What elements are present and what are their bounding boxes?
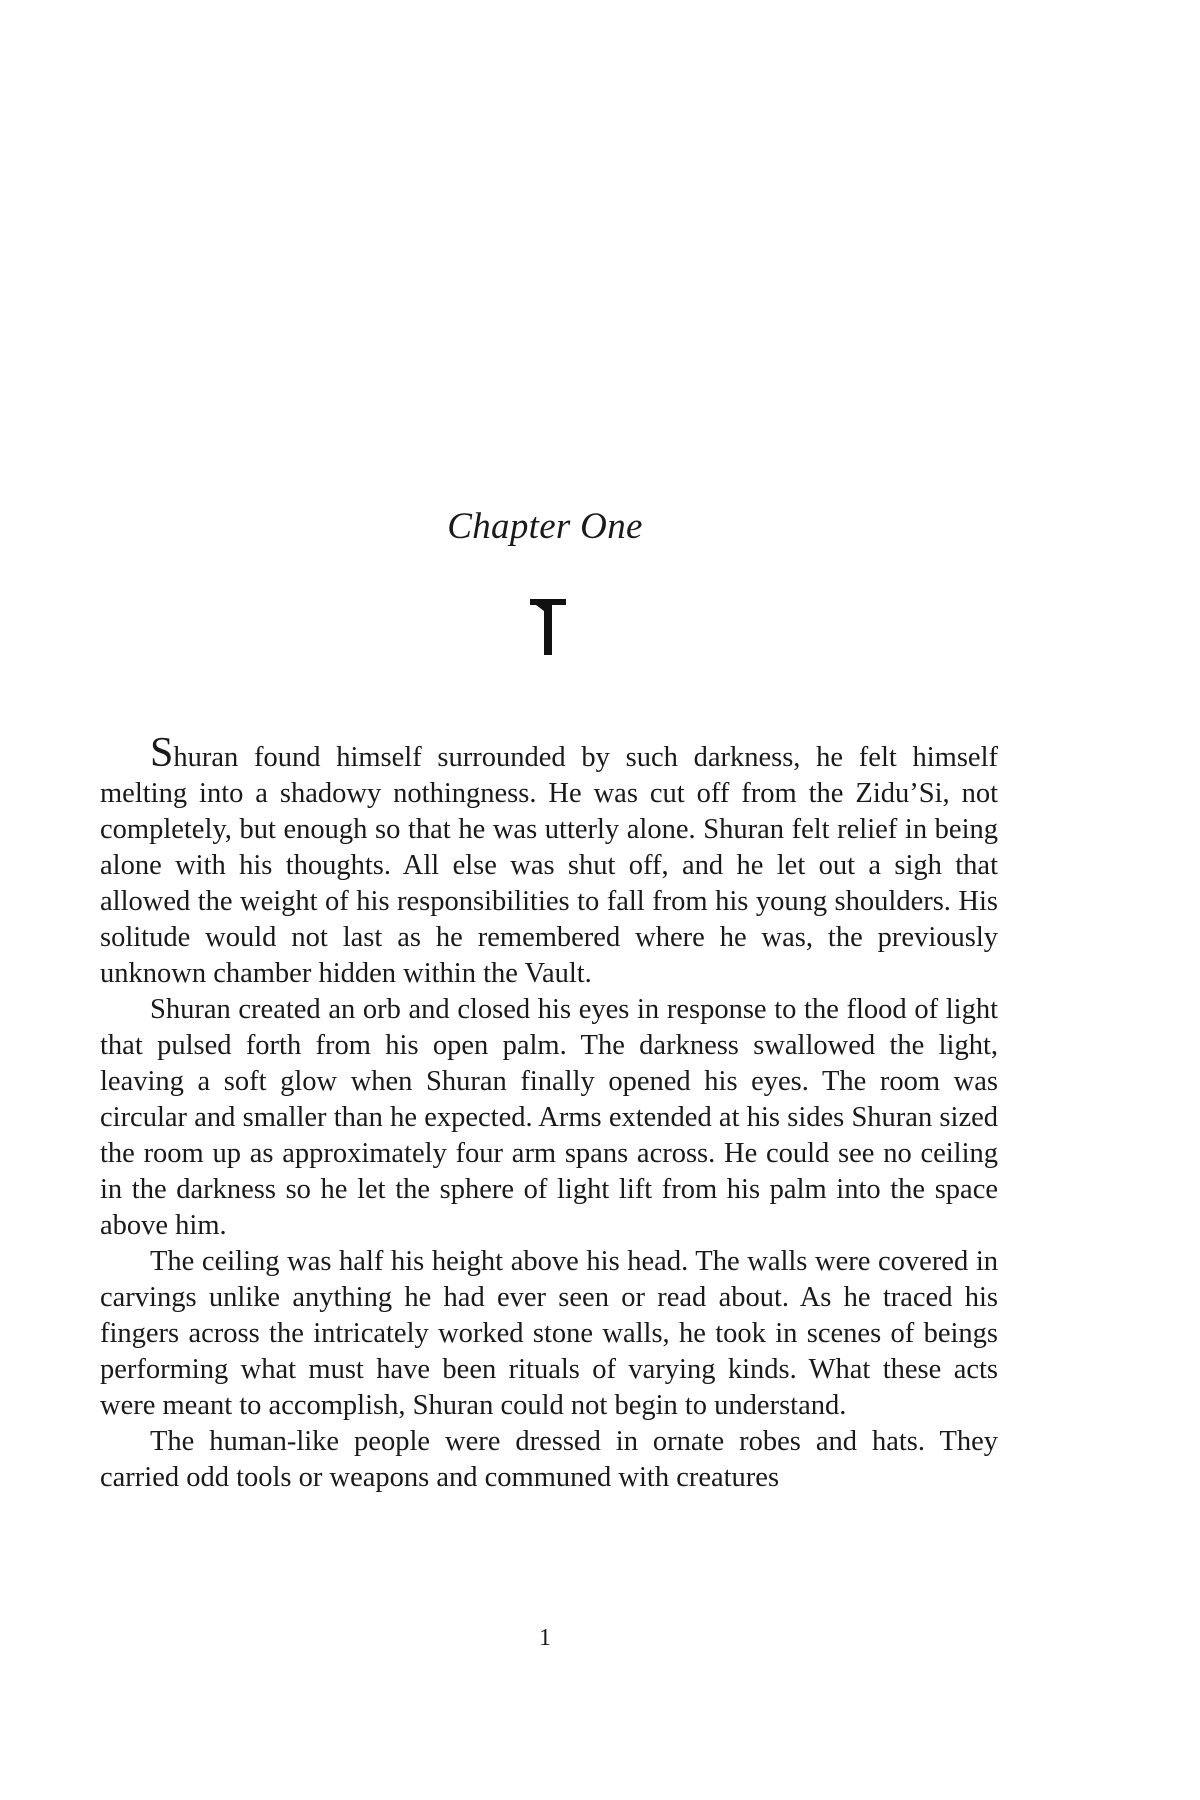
paragraph-1-text: huran found himself surrounded by such darkness, he felt himself melting into a shadowy nothingness. He was cut off from the Zidu’Si, not completely, but enough so that he was utterly alone. Shuran felt relief in being alone with his thoughts. All else was shut off, and he let out a sigh that allowed the weight of his responsibilities to fall from his young shoulders. His solitude would not last as he remembered where he was, the previously unknown chamber hidden within the Vault. xyxy=(100,742,998,989)
paragraph-3: The ceiling was half his height above his head. The walls were covered in carvings unlike anything he had ever seen or read about. As he traced his fingers across the intricately worked stone walls, he took in scenes of beings performing what must have been rituals of varying kinds. What these acts were meant to accomplish, Shuran could not begin to understand. xyxy=(100,1246,998,1421)
paragraph-2: Shuran created an orb and closed his eyes in response to the flood of light that pulsed forth from his open palm. The darkness swallowed the light, leaving a soft glow when Shuran finally opened his eyes. The room was circular and smaller than he expected. Arms extended at his sides Shuran sized the room up as approximately four arm spans across. He could see no ceiling in the darkness so he let the sphere of light lift from his palm into the space above him. xyxy=(100,994,998,1241)
page-number: 1 xyxy=(539,1625,551,1651)
drop-cap: S xyxy=(150,730,174,776)
chapter-title: Chapter One xyxy=(447,506,643,547)
chapter-body xyxy=(100,730,998,1496)
paragraph-1 xyxy=(100,730,998,992)
paragraph-4: The human-like people were dressed in ornate robes and hats. They carried odd tools or weapons and communed with creatures xyxy=(100,1426,998,1493)
chapter-rune-icon xyxy=(528,595,568,657)
